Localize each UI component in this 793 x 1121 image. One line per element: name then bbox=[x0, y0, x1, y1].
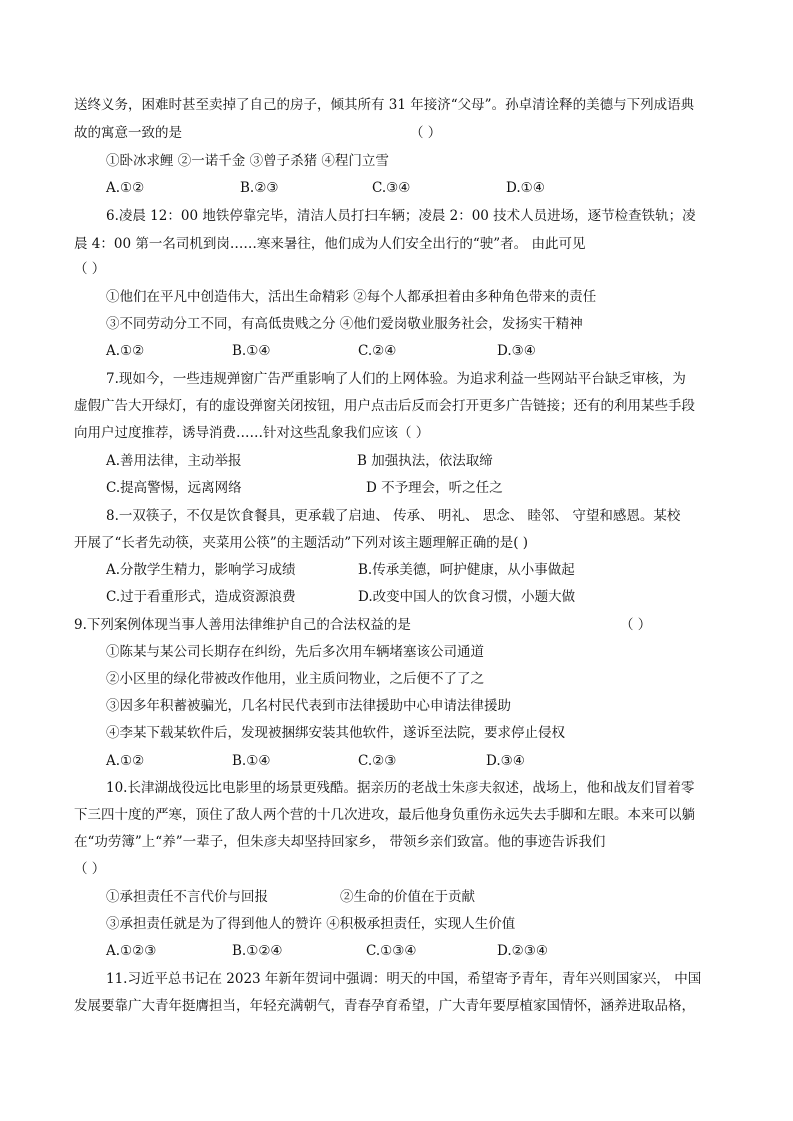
q6-item-2: ③不同劳动分工不同，有高低贵贱之分 ④他们爱岗敬业服务社会，发扬实干精神 bbox=[106, 316, 583, 332]
q5-option-d: D.①④ bbox=[506, 180, 545, 196]
q9-answer-blank: （ ） bbox=[620, 617, 652, 633]
q10-option-a: A.①②③ bbox=[106, 943, 157, 959]
q6-option-c: C.②④ bbox=[358, 343, 397, 359]
q5-stem-line-2: 故的寓意一致的是 bbox=[74, 125, 182, 141]
q10-option-d: D.②③④ bbox=[497, 943, 548, 959]
q6-item-1: ①他们在平凡中创造伟大，活出生命精彩 ②每个人都承担着由多种角色带来的责任 bbox=[106, 289, 597, 305]
q5-stem-line-1: 送终义务，困难时甚至卖掉了自己的房子，倾其所有 31 年接济“父母”。孙卓清诠释的美德与下列成语典 bbox=[74, 97, 695, 113]
q5-option-b: B.②③ bbox=[240, 180, 279, 196]
q7-stem-line-1: 7.现如今，一些违规弹窗广告严重影响了人们的上网体验。为追求利益一些网站平台缺乏审核，为 bbox=[106, 371, 686, 387]
q9-item-2: ②小区里的绿化带被改作他用，业主质问物业，之后便不了了之 bbox=[106, 671, 484, 687]
q5-items: ①卧冰求鲤 ②一诺千金 ③曾子杀猪 ④程门立雪 bbox=[106, 153, 389, 169]
q10-option-b: B.①②④ bbox=[232, 943, 283, 959]
q10-stem-line-2: 下三四十度的严寒，顶住了敌人两个营的十几次进攻，最后他身负重伤永远失去手脚和左眼。本来可以躺 bbox=[74, 807, 695, 823]
q7-option-c: C.提高警惕，远离网络 bbox=[106, 480, 242, 496]
q10-stem-line-3: 在“功劳簿”上“养”一辈子，但朱彦夫却坚持回家乡， 带领乡亲们致富。他的事迹告诉我们 bbox=[74, 834, 606, 850]
q8-stem-line-1: 8.一双筷子，不仅是饮食餐具，更承载了启迪、 传承、 明礼、 思念、 睦邻、 守望和感恩。某校 bbox=[106, 508, 681, 524]
q10-stem-line-1: 10.长津湖战役远比电影里的场景更残酷。据亲历的老战士朱彦夫叙述，战场上，他和战友们冒着零 bbox=[106, 780, 695, 796]
q5-option-c: C.③④ bbox=[372, 180, 411, 196]
q9-stem: 9.下列案例体现当事人善用法律维护自己的合法权益的是 bbox=[74, 617, 411, 633]
q8-option-a: A.分散学生精力，影响学习成绩 bbox=[106, 562, 296, 578]
q8-option-b: B.传承美德，呵护健康，从小事做起 bbox=[358, 562, 575, 578]
q10-answer-blank: （ ） bbox=[74, 861, 106, 877]
q9-item-3: ③因多年积蓄被骗光，几名村民代表到市法律援助中心申请法律援助 bbox=[106, 698, 511, 714]
q10-item-1: ①承担责任不言代价与回报 bbox=[106, 889, 268, 905]
q9-option-a: A.①② bbox=[106, 753, 145, 769]
q6-option-b: B.①④ bbox=[232, 343, 271, 359]
q5-answer-blank: （ ） bbox=[410, 125, 442, 141]
q6-answer-blank: （ ） bbox=[74, 261, 106, 277]
q6-stem-line-1: 6.凌晨 12：00 地铁停靠完毕，清洁人员打扫车辆；凌晨 2：00 技术人员进场，逐节检查铁轨；凌 bbox=[106, 208, 696, 224]
q7-option-b: B 加强执法，依法取缔 bbox=[357, 453, 493, 469]
q10-option-c: C.①③④ bbox=[366, 943, 417, 959]
q6-stem-line-2: 晨 4：00 第一名司机到岗……寒来暑往，他们成为人们安全出行的“驶”者。 由此可见 bbox=[74, 236, 586, 252]
q6-option-a: A.①② bbox=[106, 343, 145, 359]
q11-stem-line-1: 11.习近平总书记在 2023 年新年贺词中强调：明天的中国，希望寄予青年，青年兴则国家兴， 中国 bbox=[106, 971, 702, 987]
q8-option-c: C.过于看重形式，造成资源浪费 bbox=[106, 589, 296, 605]
q10-item-3-4: ③承担责任就是为了得到他人的赞许 ④积极承担责任，实现人生价值 bbox=[106, 916, 516, 932]
q5-option-a: A.①② bbox=[106, 180, 145, 196]
q7-stem-line-3: 向用户过度推荐，诱导消费……针对这些乱象我们应该（ ） bbox=[74, 425, 430, 441]
q9-item-4: ④李某下载某软件后，发现被捆绑安装其他软件，遂诉至法院，要求停止侵权 bbox=[106, 725, 565, 741]
q7-stem-line-2: 虚假广告大开绿灯，有的虚设弹窗关闭按钮，用户点击后反而会打开更多广告链接；还有的利用某些手段 bbox=[74, 398, 695, 414]
q7-option-a: A.善用法律，主动举报 bbox=[106, 453, 242, 469]
q6-option-d: D.③④ bbox=[497, 343, 536, 359]
q7-option-d: D 不予理会，听之任之 bbox=[366, 480, 503, 496]
q9-item-1: ①陈某与某公司长期存在纠纷，先后多次用车辆堵塞该公司通道 bbox=[106, 644, 484, 660]
q8-stem-line-2: 开展了“长者先动筷，夹菜用公筷”的主题活动”下列对该主题理解正确的是( ) bbox=[74, 535, 529, 551]
q10-item-2: ②生命的价值在于贡献 bbox=[340, 889, 475, 905]
q11-stem-line-2: 发展要靠广大青年挺膺担当，年轻充满朝气，青春孕育希望，广大青年要厚植家国情怀，涵养进取品格， bbox=[74, 998, 695, 1014]
q9-option-b: B.①④ bbox=[232, 753, 271, 769]
q8-option-d: D.改变中国人的饮食习惯，小题大做 bbox=[358, 589, 576, 605]
q9-option-d: D.③④ bbox=[486, 753, 525, 769]
q9-option-c: C.②③ bbox=[358, 753, 397, 769]
